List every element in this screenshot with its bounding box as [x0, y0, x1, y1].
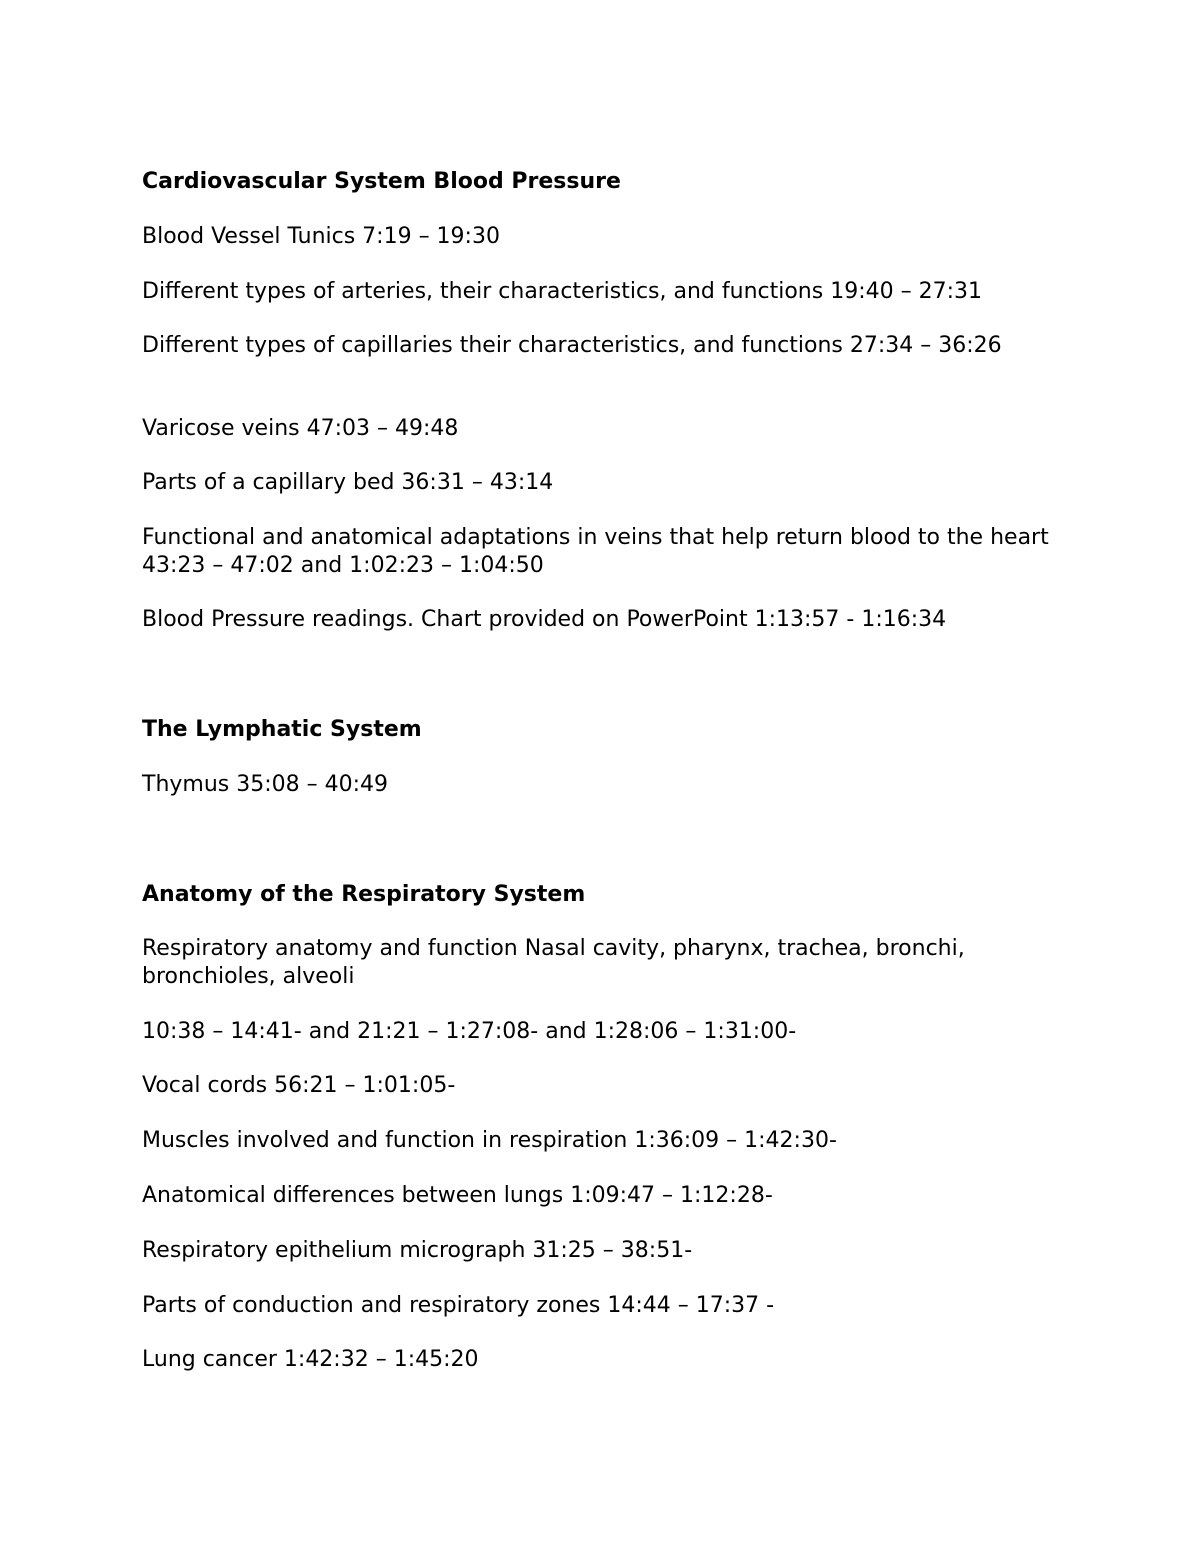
list-item: Varicose veins 47:03 – 49:48 [142, 416, 459, 441]
list-item: Anatomical differences between lungs 1:09:47 – 1:12:28- [142, 1183, 773, 1208]
list-item: Blood Vessel Tunics 7:19 – 19:30 [142, 224, 500, 249]
list-item: Lung cancer 1:42:32 – 1:45:20 [142, 1347, 479, 1372]
list-item: Respiratory anatomy and function Nasal cavity, pharynx, trachea, bronchi, bronchioles, alveoli [142, 936, 965, 989]
list-item: Parts of a capillary bed 36:31 – 43:14 [142, 470, 554, 495]
list-item: 10:38 – 14:41- and 21:21 – 1:27:08- and 1:28:06 – 1:31:00- [142, 1019, 797, 1044]
list-item: Different types of capillaries their characteristics, and functions 27:34 – 36:26 [142, 333, 1002, 358]
list-item: Different types of arteries, their characteristics, and functions 19:40 – 27:31 [142, 279, 982, 304]
list-item: Functional and anatomical adaptations in veins that help return blood to the heart 43:23 – 47:02 and 1:02:23 – 1:04:50 [142, 525, 1049, 578]
list-item: Parts of conduction and respiratory zones 14:44 – 17:37 - [142, 1293, 775, 1318]
list-item: Blood Pressure readings. Chart provided on PowerPoint 1:13:57 - 1:16:34 [142, 607, 947, 632]
list-item: Respiratory epithelium micrograph 31:25 – 38:51- [142, 1238, 693, 1263]
list-item: Muscles involved and function in respiration 1:36:09 – 1:42:30- [142, 1128, 837, 1153]
section-heading-cardiovascular: Cardiovascular System Blood Pressure [142, 169, 621, 194]
list-item: Thymus 35:08 – 40:49 [142, 772, 389, 797]
section-heading-respiratory: Anatomy of the Respiratory System [142, 882, 586, 907]
list-item: Vocal cords 56:21 – 1:01:05- [142, 1073, 456, 1098]
section-heading-lymphatic: The Lymphatic System [142, 717, 422, 742]
